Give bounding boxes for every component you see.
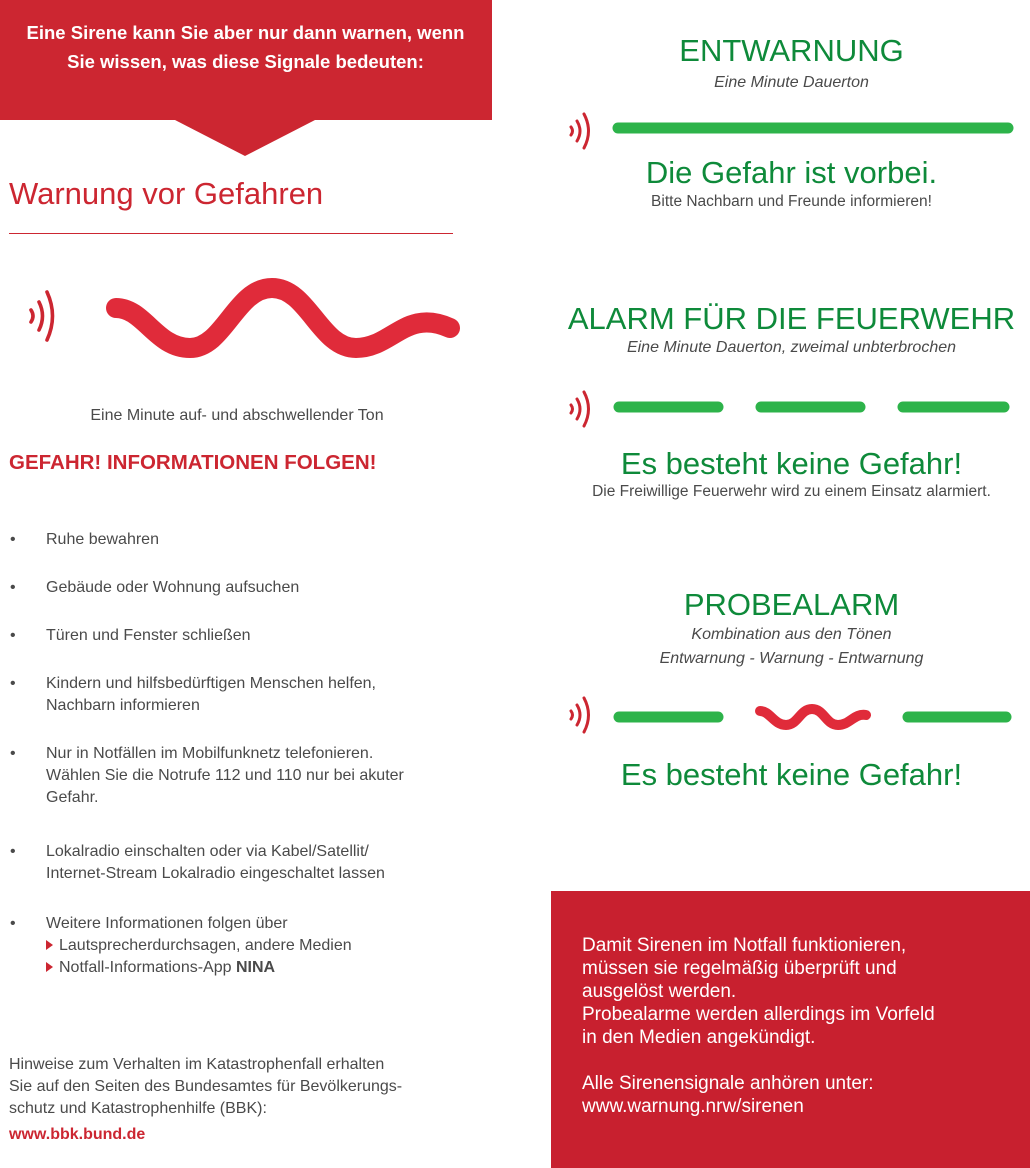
list-item-text: Ruhe bewahren xyxy=(46,531,159,548)
bullet-dot: • xyxy=(10,579,16,596)
combination-tone-icon xyxy=(610,700,1016,734)
info-line: müssen sie regelmäßig überprüft und xyxy=(582,958,897,979)
sound-waves-icon xyxy=(564,108,596,154)
entwarnung-title: ENTWARNUNG xyxy=(679,33,904,68)
sub-item-text: Notfall-Informations-App xyxy=(59,959,236,976)
bullet-dot: • xyxy=(10,531,16,548)
bullet-dot: • xyxy=(10,675,16,692)
sound-waves-icon xyxy=(22,280,62,352)
feuerwehr-message: Es besteht keine Gefahr! xyxy=(620,446,963,481)
entwarnung-message: Die Gefahr ist vorbei. xyxy=(645,155,938,190)
heading-divider xyxy=(9,233,453,234)
sound-waves-icon xyxy=(564,386,596,432)
list-item-text: Weitere Informationen folgen über xyxy=(46,915,288,932)
bullet-dot: • xyxy=(10,745,16,762)
bullet-dot: • xyxy=(10,915,16,932)
entwarnung-note: Bitte Nachbarn und Freunde informieren! xyxy=(651,193,932,210)
info-text xyxy=(582,934,1022,1118)
list-item-text: Wählen Sie die Notrufe 112 und 110 nur bei akuter xyxy=(46,767,404,784)
signal-description: Eine Minute auf- und abschwellender Ton xyxy=(90,407,384,424)
sub-item xyxy=(46,957,352,979)
footer-line: Hinweise zum Verhalten im Katastrophenfall erhalten xyxy=(9,1056,385,1073)
footer-text xyxy=(9,1054,402,1120)
sub-item-text: Lautsprecherdurchsagen, andere Medien xyxy=(59,937,352,954)
feuerwehr-title: ALARM FÜR DIE FEUERWEHR xyxy=(567,301,1016,336)
siren-wave-icon xyxy=(100,272,465,364)
list-item-text: Lokalradio einschalten oder via Kabel/Satellit/ xyxy=(46,843,369,860)
info-line: ausgelöst werden. xyxy=(582,981,737,1002)
bullet-triangle-icon xyxy=(46,940,53,950)
alert-heading: GEFAHR! INFORMATIONEN FOLGEN! xyxy=(9,451,377,474)
sub-item xyxy=(46,935,352,957)
bbk-link[interactable]: www.bbk.bund.de xyxy=(9,1126,146,1143)
probealarm-subtitle: Entwarnung - Warnung - Entwarnung xyxy=(659,650,924,667)
info-line: Damit Sirenen im Notfall funktionieren, xyxy=(582,935,907,956)
bullet-triangle-icon xyxy=(46,962,53,972)
list-item-text: Nachbarn informieren xyxy=(46,697,200,714)
entwarnung-subtitle: Eine Minute Dauerton xyxy=(714,74,869,91)
sound-waves-icon xyxy=(564,692,596,738)
list-item-text: Gefahr. xyxy=(46,789,99,806)
banner-text: Eine Sirene kann Sie aber nur dann warnen, wenn Sie wissen, was diese Signale bedeuten: xyxy=(26,22,465,72)
probealarm-title: PROBEALARM xyxy=(683,587,900,622)
footer-line: Sie auf den Seiten des Bundesamtes für Bevölkerungs- xyxy=(9,1078,403,1095)
sirens-link[interactable]: www.warnung.nrw/sirenen xyxy=(582,1096,804,1117)
info-line: in den Medien angekündigt. xyxy=(582,1027,816,1048)
interrupted-tone-icon xyxy=(610,399,1016,415)
list-item-text: Kindern und hilfsbedürftigen Menschen helfen, xyxy=(46,675,376,692)
bullet-dot: • xyxy=(10,627,16,644)
info-spacer xyxy=(582,1049,1022,1072)
feuerwehr-subtitle: Eine Minute Dauerton, zweimal unbterbrochen xyxy=(626,339,957,356)
bullet-dot: • xyxy=(10,843,16,860)
footer-line: schutz und Katastrophenhilfe (BBK): xyxy=(9,1100,267,1117)
probealarm-subtitle: Kombination aus den Tönen xyxy=(691,626,892,643)
list-item-text: Nur in Notfällen im Mobilfunknetz telefonieren. xyxy=(46,745,374,762)
probealarm-message: Es besteht keine Gefahr! xyxy=(620,757,963,792)
info-line: Probealarme werden allerdings im Vorfeld xyxy=(582,1004,935,1025)
list-item-text: Internet-Stream Lokalradio eingeschaltet lassen xyxy=(46,865,385,882)
continuous-tone-icon xyxy=(610,120,1016,136)
warning-heading: Warnung vor Gefahren xyxy=(9,176,324,211)
list-item-text: Gebäude oder Wohnung aufsuchen xyxy=(46,579,300,596)
feuerwehr-note: Die Freiwillige Feuerwehr wird zu einem Einsatz alarmiert. xyxy=(592,483,991,500)
list-item-text: Türen und Fenster schließen xyxy=(46,627,251,644)
info-line: Alle Sirenensignale anhören unter: xyxy=(582,1073,874,1094)
app-name: NINA xyxy=(235,959,276,976)
